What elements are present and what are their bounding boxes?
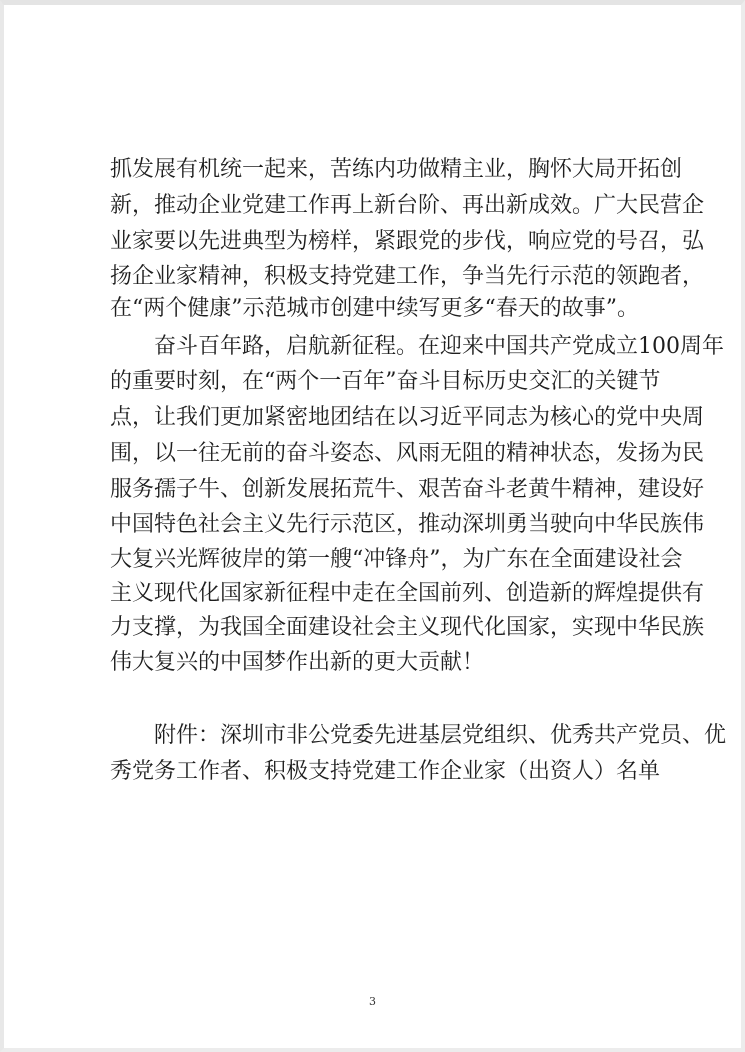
- text-line: 的重要时刻，在“两个一百年”奋斗目标历史交汇的关键节: [110, 369, 661, 394]
- text-line: 中国特色社会主义先行示范区，推动深圳勇当驶向中华民族伟: [110, 512, 705, 537]
- page-number: 3: [369, 995, 376, 1008]
- text-line: 围，以一往无前的奋斗姿态、风雨无阻的精神状态，发扬为民: [110, 441, 705, 466]
- text-line: 力支撑，为我国全面建设社会主义现代化国家，实现中华民族: [110, 615, 705, 640]
- text-line: 新，推动企业党建工作再上新台阶、再出新成效。广大民营企: [110, 193, 705, 218]
- text-line: 点，让我们更加紧密地团结在以习近平同志为核心的党中央周: [110, 405, 705, 430]
- text-line: 奋斗百年路，启航新征程。在迎来中国共产党成立100周年: [154, 334, 724, 359]
- text-line: 扬企业家精神，积极支持党建工作，争当先行示范的领跑者，: [110, 264, 705, 289]
- text-line: 在“两个健康”示范城市创建中续写更多“春天的故事”。: [110, 296, 639, 321]
- text-line: 抓发展有机统一起来，苦练内功做精主业，胸怀大局开拓创: [110, 157, 683, 182]
- text-line: 业家要以先进典型为榜样，紧跟党的步伐，响应党的号召，弘: [110, 229, 705, 254]
- text-line: 服务孺子牛、创新发展拓荒牛、艰苦奋斗老黄牛精神，建设好: [110, 477, 705, 502]
- text-line: 主义现代化国家新征程中走在全国前列、创造新的辉煌提供有: [110, 581, 705, 606]
- text-line: 伟大复兴的中国梦作出新的更大贡献！: [110, 650, 485, 675]
- text-line: 大复兴光辉彼岸的第一艘“冲锋舟”，为广东在全面建设社会: [110, 547, 683, 572]
- attachment-line: 附件：深圳市非公党委先进基层党组织、优秀共产党员、优: [154, 723, 727, 748]
- attachment-line: 秀党务工作者、积极支持党建工作企业家（出资人）名单: [110, 759, 661, 784]
